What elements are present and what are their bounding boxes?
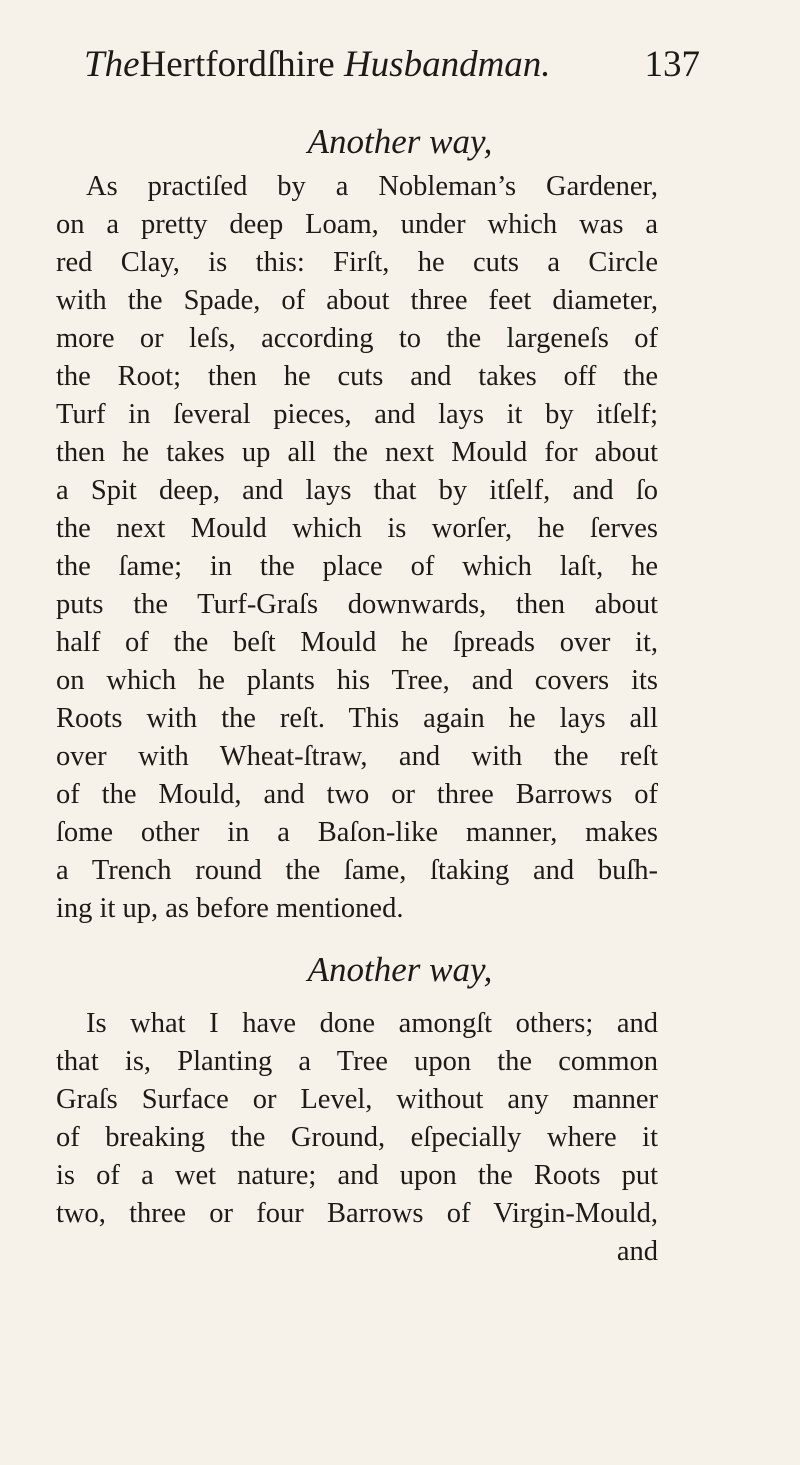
text-line: Is what I have done amongſt others; and	[86, 1008, 658, 1039]
text-line: Roots with the reſt. This again he lays all	[56, 703, 658, 734]
running-header	[84, 38, 700, 92]
page-number: 137	[644, 44, 700, 85]
text-line: more or leſs, according to the largeneſs of	[56, 323, 658, 354]
text-line: Graſs Surface or Level, without any manner	[56, 1084, 658, 1115]
text-line: on a pretty deep Loam, under which was a	[56, 209, 658, 240]
text-line: the next Mould which is worſer, he ſerves	[56, 513, 658, 544]
paragraph	[56, 1005, 658, 1271]
text-line: red Clay, is this: Firſt, he cuts a Circle	[56, 247, 658, 278]
text-line: two, three or four Barrows of Virgin-Mould,	[56, 1198, 658, 1229]
text-line: over with Wheat-ſtraw, and with the reſt	[56, 741, 658, 772]
text-line: is of a wet nature; and upon the Roots put	[56, 1160, 658, 1191]
text-line: with the Spade, of about three feet diameter,	[56, 285, 658, 316]
text-line: ing it up, as before mentioned.	[56, 893, 404, 924]
header-title: Husbandman.	[343, 44, 551, 85]
header-county: Hertfordſhire	[139, 44, 335, 85]
text-line: a Spit deep, and lays that by itſelf, and ſo	[56, 475, 658, 506]
text-line: then he takes up all the next Mould for about	[56, 437, 658, 468]
catchword: and	[616, 1236, 658, 1267]
text-line: of breaking the Ground, eſpecially where it	[56, 1122, 658, 1153]
text-line: that is, Planting a Tree upon the common	[56, 1046, 658, 1077]
text-line: the Root; then he cuts and takes off the	[56, 361, 658, 392]
text-line: As practiſed by a Nobleman’s Gardener,	[86, 171, 658, 202]
text-line: Turf in ſeveral pieces, and lays it by itſelf;	[56, 399, 658, 430]
section-heading: Another way,	[307, 950, 493, 989]
header-prefix: The	[84, 44, 140, 85]
text-line: half of the beſt Mould he ſpreads over it,	[56, 627, 658, 658]
text-line: of the Mould, and two or three Barrows of	[56, 779, 658, 810]
text-line: puts the Turf-Graſs downwards, then about	[56, 589, 658, 620]
text-line: on which he plants his Tree, and covers its	[56, 665, 658, 696]
paragraph	[56, 168, 658, 928]
text-line: a Trench round the ſame, ſtaking and buſh-	[56, 855, 658, 886]
text-line: the ſame; in the place of which laſt, he	[56, 551, 658, 582]
text-line: ſome other in a Baſon-like manner, makes	[56, 817, 658, 848]
section-heading: Another way,	[307, 122, 493, 161]
